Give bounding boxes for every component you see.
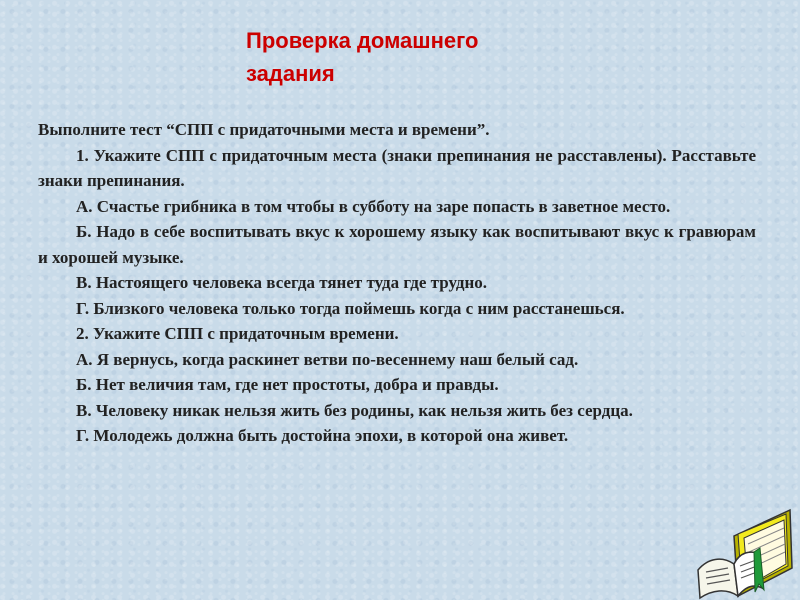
question-1-option-b: Б. Надо в себе воспитывать вкус к хорошему языку как воспитывают вкус к гравюрам и хорошей музыке. bbox=[38, 222, 756, 267]
test-content bbox=[38, 117, 756, 449]
slide-title: Проверка домашнего задания bbox=[246, 28, 479, 86]
question-1-option-a: А. Счастье грибника в том чтобы в субботу на заре попасть в заветное место. bbox=[76, 196, 671, 216]
question-2-option-b: Б. Нет величия там, где нет простоты, добра и правды. bbox=[76, 375, 499, 394]
question-1: 1. Укажите СПП с придаточным места (знаки препинания не расставлены). Расставьте знаки препинания. bbox=[38, 145, 756, 190]
question-2-option-c: В. Человеку никак нельзя жить без родины, как нельзя жить без сердца. bbox=[76, 400, 633, 420]
question-2-option-a: А. Я вернусь, когда раскинет ветви по-весеннему наш белый сад. bbox=[76, 349, 579, 369]
question-2: 2. Укажите СПП с придаточным времени. bbox=[76, 324, 399, 343]
open-book-icon bbox=[694, 508, 794, 600]
test-instruction: Выполните тест “СПП с придаточными места и времени”. bbox=[38, 120, 490, 139]
question-1-option-d: Г. Близкого человека только тогда поймешь когда с ним расстанешься. bbox=[76, 298, 625, 318]
question-2-option-d: Г. Молодежь должна быть достойна эпохи, в которой она живет. bbox=[76, 426, 569, 445]
question-1-option-c: В. Настоящего человека всегда тянет туда где трудно. bbox=[76, 273, 488, 292]
